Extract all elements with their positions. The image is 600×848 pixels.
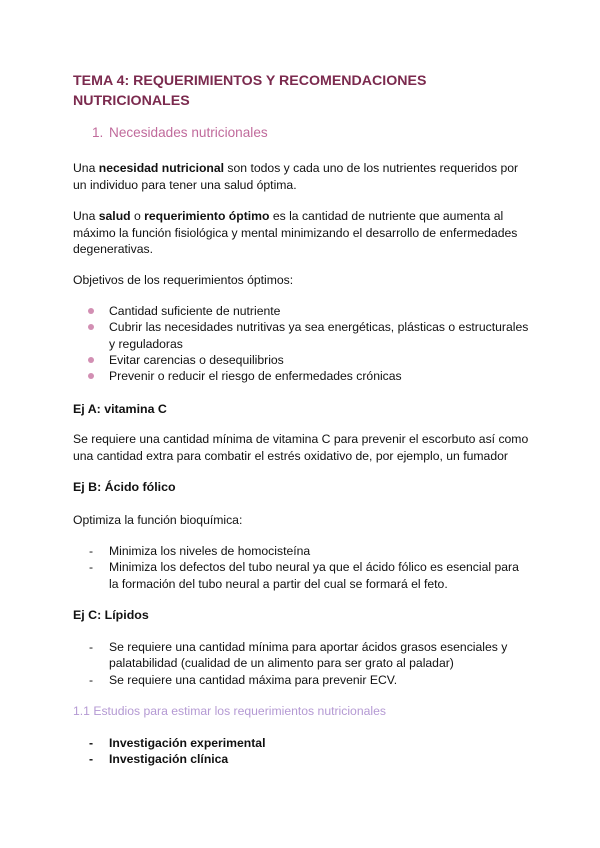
list-item-text: Se requiere una cantidad máxima para prevenir ECV. [109, 672, 398, 687]
term-necesidad-nutricional: necesidad nutricional [98, 161, 225, 175]
paragraph-necesidad [73, 160, 533, 193]
title-line-2: NUTRICIONALES [73, 93, 190, 109]
example-b-heading: Ej B: Ácido fólico [73, 480, 176, 494]
list-item-text: Prevenir o reducir el riesgo de enfermedades crónicas [109, 369, 402, 384]
dash-marker: - [89, 672, 94, 687]
example-a-text [73, 431, 533, 464]
dash-marker: - [89, 736, 94, 750]
list-item [73, 559, 543, 592]
example-c-list [73, 639, 543, 688]
text-run: son todos y cada uno de los nutrientes requeridos por [224, 161, 519, 175]
bullet-dot-icon [88, 324, 94, 330]
list-item [73, 672, 543, 688]
list-item [73, 352, 543, 368]
list-item [73, 639, 543, 672]
list-item [73, 319, 543, 352]
list-item-text: Investigación clínica [109, 752, 229, 767]
section-label: Necesidades nutricionales [109, 125, 268, 140]
list-item-text: y reguladoras [109, 336, 183, 351]
list-item-text: Cantidad suficiente de nutriente [109, 304, 281, 318]
text-line: máximo la función fisiológica y mental minimizando el desarrollo de enfermedades [73, 225, 518, 240]
list-item-text: Minimiza los niveles de homocisteína [109, 544, 311, 558]
text-line: un individuo para tener una salud óptima. [73, 177, 297, 192]
dash-marker: - [89, 640, 94, 654]
bullet-dot-icon [88, 308, 94, 314]
dash-marker: - [89, 544, 94, 558]
dash-marker: - [89, 752, 94, 767]
list-item-text: Minimiza los defectos del tubo neural ya que el ácido fólico es esencial para [109, 560, 519, 575]
example-a-heading: Ej A: vitamina C [73, 402, 167, 416]
list-item-text: la formación del tubo neural a partir del cual se formará el feto. [109, 576, 448, 591]
list-item [73, 368, 543, 384]
text-line: una cantidad extra para combatir el estrés oxidativo de, por ejemplo, un fumador [73, 448, 508, 463]
example-b-list [73, 543, 543, 592]
estudios-list [73, 735, 543, 768]
term-requerimiento-optimo: requerimiento óptimo [144, 209, 270, 223]
section-heading-1 [92, 124, 268, 142]
list-item-text: Evitar carencias o desequilibrios [109, 352, 284, 367]
text-run: Una [73, 209, 99, 223]
example-b-intro: Optimiza la función bioquímica: [73, 513, 243, 527]
term-salud: salud [98, 209, 131, 223]
text-line: degenerativas. [73, 242, 153, 257]
text-line: Se requiere una cantidad mínima de vitamina C para prevenir el escorbuto así como [73, 432, 529, 446]
objetivos-list [73, 303, 543, 384]
example-c-heading: Ej C: Lípidos [73, 608, 149, 622]
list-item-text: palatabilidad (cualidad de un alimento para ser grato al paladar) [109, 656, 454, 671]
text-run: Una [73, 161, 99, 175]
list-item [73, 303, 543, 319]
bullet-dot-icon [88, 357, 94, 363]
section-heading-1-1: 1.1 Estudios para estimar los requerimientos nutricionales [73, 704, 386, 718]
list-item-text: Investigación experimental [109, 736, 266, 750]
list-item-text: Se requiere una cantidad mínima para aportar ácidos grasos esenciales y [109, 640, 508, 654]
list-item [73, 735, 543, 751]
bullet-dot-icon [88, 373, 94, 379]
dash-marker: - [89, 560, 94, 575]
page-title [73, 71, 543, 111]
paragraph-salud [73, 208, 533, 258]
list-item [73, 751, 543, 767]
objetivos-intro: Objetivos de los requerimientos óptimos: [73, 273, 294, 287]
text-run: es la cantidad de nutriente que aumenta al [269, 209, 504, 223]
text-run: o [130, 209, 145, 223]
list-item-text: Cubrir las necesidades nutritivas ya sea energéticas, plásticas o estructurales [109, 320, 529, 335]
section-number: 1. [92, 125, 104, 140]
title-line-1: TEMA 4: REQUERIMIENTOS Y RECOMENDACIONES [73, 73, 427, 89]
list-item [73, 543, 543, 559]
